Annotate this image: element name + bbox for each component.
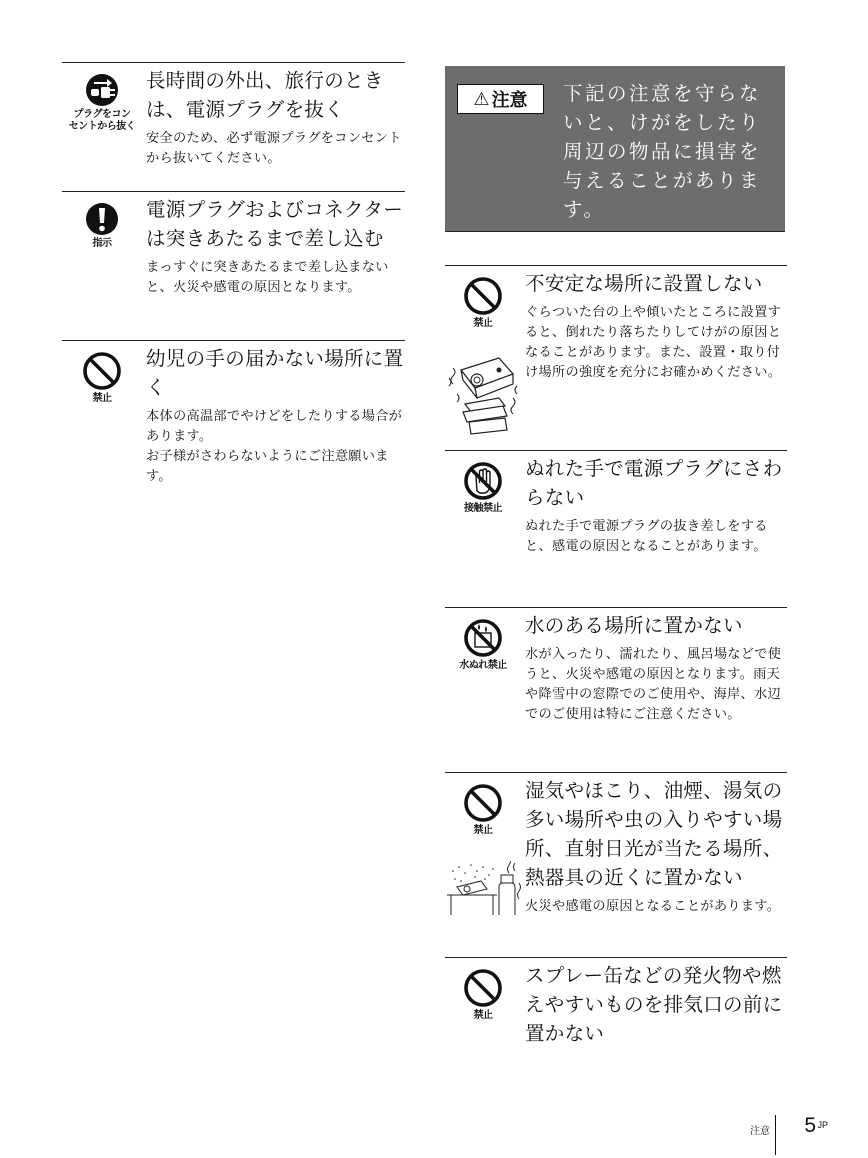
item-body: ぐらついた台の上や傾いたところに設置すると、倒れたり落ちたりしてけがの原因となることがあります。また、設置・取り付け場所の強度を充分にお確かめください。 (525, 305, 782, 380)
item-body-line-1: 本体の高温部でやけどをしたりする場合があります。 (146, 409, 403, 444)
icon-label: 水ぬれ禁止 (459, 660, 507, 671)
safety-item-humid-dusty (445, 772, 787, 948)
icon-group (62, 202, 142, 250)
prohibition-icon (82, 351, 122, 391)
icon-group (62, 73, 142, 133)
footer-divider (775, 1115, 776, 1155)
item-text (525, 454, 787, 557)
item-title: 湿気やほこり、油煙、湯気の多い場所や虫の入りやすい場所、直射日光が当たる場所、熱器具の近くに置かない (525, 779, 783, 889)
item-body: ぬれた手で電源プラグの抜き差しをすると、感電の原因となることがあります。 (525, 519, 768, 554)
icon-label: 禁止 (473, 825, 493, 836)
safety-item-unstable-place (445, 265, 787, 441)
icon-group (445, 968, 521, 1022)
item-body: 水が入ったり、濡れたり、風呂場などで使うと、火災や感電の原因となります。雨天や降雪中の窓際でのご使用や、海岸、水辺でのご使用は特にご注意ください。 (525, 647, 782, 722)
page-number: 5 (804, 1114, 816, 1137)
caution-badge-label: 注意 (491, 90, 528, 111)
item-title: 電源プラグおよびコネクターは突きあたるまで差し込む (146, 198, 404, 250)
safety-item-unplug (62, 62, 405, 183)
item-text (146, 344, 405, 487)
icon-label-line-1: プラグをコン (73, 109, 131, 120)
item-title: ぬれた手で電源プラグにさわらない (525, 457, 783, 509)
item-text (146, 195, 405, 298)
safety-item-plug-insert (62, 191, 405, 332)
caution-badge (457, 84, 544, 114)
item-text (525, 269, 787, 383)
item-body: まっすぐに突きあたるまで差し込まないと、火災や感電の原因となります。 (146, 260, 389, 295)
icon-group (445, 783, 521, 837)
caution-text: 下記の注意を守らないと、けがをしたり周辺の物品に損害を与えることがあります。 (563, 82, 762, 221)
caution-box-divider (445, 231, 785, 232)
page-number-suffix: JP (817, 1120, 828, 1130)
item-text (525, 611, 787, 725)
item-text (525, 776, 787, 917)
unstable-projector-illustration (447, 334, 521, 438)
icon-group (445, 618, 521, 672)
item-title: 幼児の手の届かない場所に置く (146, 347, 404, 399)
prohibition-icon (463, 783, 503, 823)
icon-label: 禁止 (473, 1010, 493, 1021)
item-title: 水のある場所に置かない (525, 614, 743, 637)
instruction-exclamation-icon (85, 202, 119, 236)
item-body: 火災や感電の原因となることがあります。 (525, 899, 781, 914)
caution-box (445, 66, 785, 231)
icon-group (445, 461, 521, 515)
icon-label: 禁止 (473, 318, 493, 329)
safety-item-flammables (445, 957, 787, 1058)
icon-group (445, 276, 521, 330)
steam-dust-illustration (447, 861, 523, 917)
safety-item-wet-hands (445, 450, 787, 591)
icon-group (62, 351, 142, 405)
safety-item-child-reach (62, 340, 405, 484)
item-text (146, 66, 405, 169)
warning-triangle-icon: ⚠ (473, 88, 490, 110)
no-water-icon (463, 618, 503, 658)
no-touch-icon (463, 461, 503, 501)
item-title: 長時間の外出、旅行のときは、電源プラグを抜く (146, 69, 384, 121)
item-title: スプレー缶などの発火物や燃えやすいものを排気口の前に置かない (525, 964, 783, 1045)
safety-item-water-place (445, 607, 787, 768)
unplug-icon (85, 73, 119, 107)
footer-section-label: 注意 (750, 1126, 770, 1137)
icon-label: 指示 (92, 238, 112, 249)
item-text (525, 961, 787, 1048)
icon-label-line-2: セントから抜く (68, 121, 136, 132)
prohibition-icon (463, 276, 503, 316)
item-title: 不安定な場所に設置しない (525, 272, 763, 295)
prohibition-icon (463, 968, 503, 1008)
item-body-line-2: お子様がさわらないようにご注意願います。 (146, 449, 389, 484)
icon-label: 接触禁止 (464, 503, 502, 514)
item-body: 安全のため、必ず電源プラグをコンセントから抜いてください。 (146, 131, 402, 166)
icon-label: 禁止 (92, 393, 112, 404)
